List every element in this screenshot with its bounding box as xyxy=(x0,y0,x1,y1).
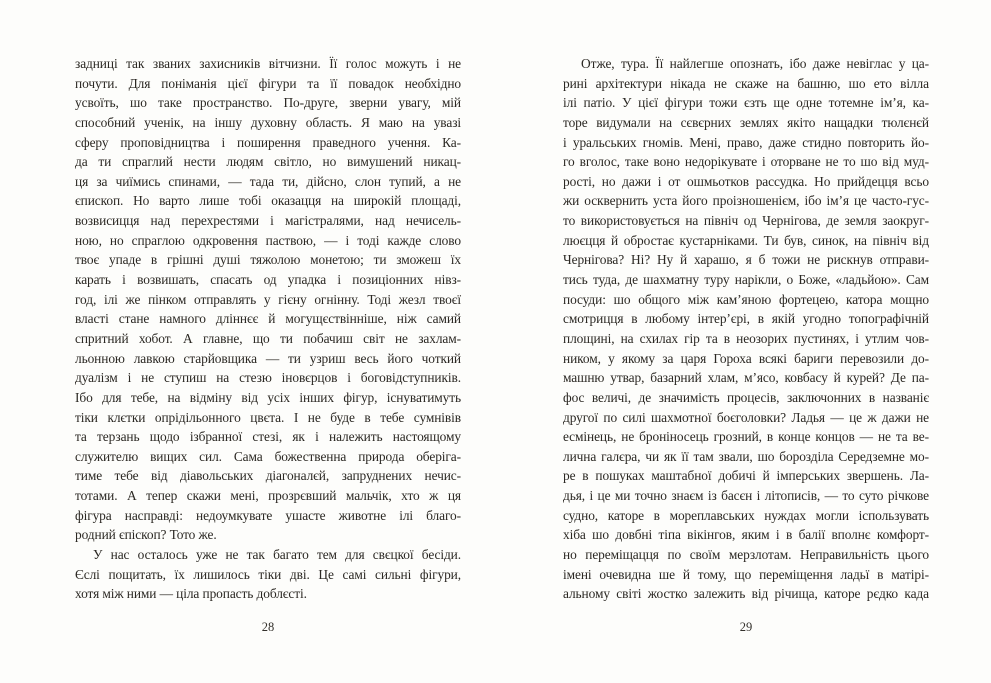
text-line: способний ученік, на іншу духовну область. Я маю на увазі xyxy=(75,114,461,130)
text-line: тись туда, де шахматну туру нарікли, о Боже, «ладьйою». Сам xyxy=(563,272,929,288)
page-number-left: 28 xyxy=(261,620,275,634)
text-line: твоє упаде в грішні душі тяжолою монетою; ти зможеш їх xyxy=(75,252,461,268)
page-left xyxy=(75,0,461,683)
text-line: то використовується на північ од Чернігова, де земля заокруг- xyxy=(563,213,929,229)
page-right-text xyxy=(563,54,929,604)
text-line: ця за чиїмись спинами, — тада ти, дійсно, слон тупий, а не xyxy=(75,173,461,189)
text-line: но переміщацця по своїм мерзлотам. Неправильність цього xyxy=(563,547,929,563)
text-line: жи осквернить уста його проізношенієм, ібо ім’я це часто-гус- xyxy=(563,193,929,209)
text-line: альному світі жостко залежить від річища, каторе рєдко када xyxy=(563,586,929,602)
text-line: почути. Для понімaнія цієї фігури та її повадок необхідно xyxy=(75,75,461,91)
page-number-right: 29 xyxy=(739,620,753,634)
text-line: сферу проповідництва і поширення праведного учення. Ка- xyxy=(75,134,461,150)
text-line: дуалізм і не ступиш на стезю іновєрцов і боговідступників. xyxy=(75,370,461,386)
text-line: судно, каторе в мореплавських нуждах могли іспользувать xyxy=(563,507,929,523)
text-line: карать і возвишать, спасать од упадка і позиціонних нівз- xyxy=(75,272,461,288)
page-left-text xyxy=(75,54,461,604)
text-line: ником, у якому за царя Гороха всякі бариги перевозили до- xyxy=(563,350,929,366)
text-line: Чернігова? Ні? Ну й харашо, я б тожи не рискнув отправи- xyxy=(563,252,929,268)
text-line: імені очевидна ше й тому, що переміщення ладьї в матірі- xyxy=(563,566,929,582)
text-line: люєцця й обростає кустарніками. Ти був, синок, на північ від xyxy=(563,232,929,248)
text-line: ре в пошуках маштабної добичі й імперських звершень. Ла- xyxy=(563,468,929,484)
text-line: го вголос, таке воно недорікувате і оторване не то шо від муд- xyxy=(563,154,929,170)
text-line: смотрицця в любому інтер’єрі, в якій угодно топографічній xyxy=(563,311,929,327)
text-line: год, ілі же пінком отправлять у гієну огнінну. Тоді жезл твоєї xyxy=(75,291,461,307)
text-line: посуди: шо общого між кам’яною фортецею, катора мощно xyxy=(563,291,929,307)
text-line: рості, но дажи і от ошмьотков рассудка. Но прийдецця всьо xyxy=(563,173,929,189)
text-line: тіки клєтки опрідільонного цвєта. І не буде в тебе сумнівів xyxy=(75,409,461,425)
text-line: та терзань щодо ізбранної стезі, як і належить настоящому xyxy=(75,429,461,445)
text-line: льонною лавкою старйовщика — ти узриш весь його чоткий xyxy=(75,350,461,366)
page-right xyxy=(563,0,929,683)
text-line: родний єпіскоп? Тото же. xyxy=(75,527,217,543)
text-line: задниці так званих захисників вітчизни. Її голос можуть і не xyxy=(75,56,461,71)
text-line: спритний хобот. А главне, що ти побачиш світ не захлам- xyxy=(75,330,461,346)
text-line: фігура насправді: недоумкувате ушасте животне ілі благо- xyxy=(75,507,461,523)
text-line: ною, но спраглою одкровення паствою, — і тоді кажде слово xyxy=(75,232,461,248)
text-line: рині архітектури нікада не скаже на башню, шо ето вілла xyxy=(563,75,929,91)
text-line: дья, і це ми точно знаєм із басєн і літописів, — то суто річкове xyxy=(563,488,929,504)
text-line: Ібо для тебе, на відміну від усіх інших фігур, існуватимуть xyxy=(75,389,461,405)
text-line: служителю вищих сил. Сама божественна природа оберіга- xyxy=(75,448,461,464)
text-line: У нас осталось уже не так багато тем для свєцкої бесіди. xyxy=(93,547,461,563)
text-line: другої по силі шахмотної боєголовки? Ладья — це ж дажи не xyxy=(563,409,929,425)
text-line: площині, на схилах гір та в неозорих пустинях, і утлим чов- xyxy=(563,330,929,346)
text-line: усвоїть, шо таке пространство. По-друге, зверни увагу, мій xyxy=(75,95,461,111)
text-line: тотами. А тепер скажи мені, прозрєвший мальчік, хто ж ця xyxy=(75,488,461,504)
text-line: лична галєра, чи як її там звали, шо борозділа Середземне мо- xyxy=(563,448,929,464)
text-line: хотя між ними — ціла пропасть доблєсті. xyxy=(75,586,307,602)
text-line: єпископ. Но варто лише тобі оказацця на широкій площаді, xyxy=(75,193,461,209)
text-line: возвисицця над перехрестями і магістралями, над нечисель- xyxy=(75,213,461,229)
text-line: торе видумали на сєвєрних землях якіто нащадки тюлєнєй xyxy=(563,114,929,130)
text-line: есмінець, не броніносець грозний, в конце концов — не та ве- xyxy=(563,429,929,445)
text-line: і уральських гномів. Мені, право, даже стидно повторить йо- xyxy=(563,134,929,150)
text-line: тиме тебе від діавольських діагоналєй, запруднених нечис- xyxy=(75,468,461,484)
text-line: да ти спраглий нести людям світло, но вимушений никац- xyxy=(75,154,461,170)
text-line: машню утвар, базарний хлам, м’ясо, ковбасу й курей? Де па- xyxy=(563,370,929,386)
text-line: хіба шо довбні тіпа вікінгов, яким і в балії вполнє комфорт- xyxy=(563,527,929,543)
text-line: Єслі пощитать, їх лишилось тіки дві. Це самі сильні фігури, xyxy=(75,566,461,582)
text-line: Отже, тура. Її найлегше опознать, ібо даже невіглас у ца- xyxy=(581,56,929,71)
text-line: ілі патіо. У цієї фігури тожи єзть ще одне тотемне ім’я, ка- xyxy=(563,95,929,111)
text-line: власті стане намного длiннєє й могущєствінніше, ніж самий xyxy=(75,311,461,327)
text-line: фос величі, де значимість процесів, заключонних в названіє xyxy=(563,389,929,405)
